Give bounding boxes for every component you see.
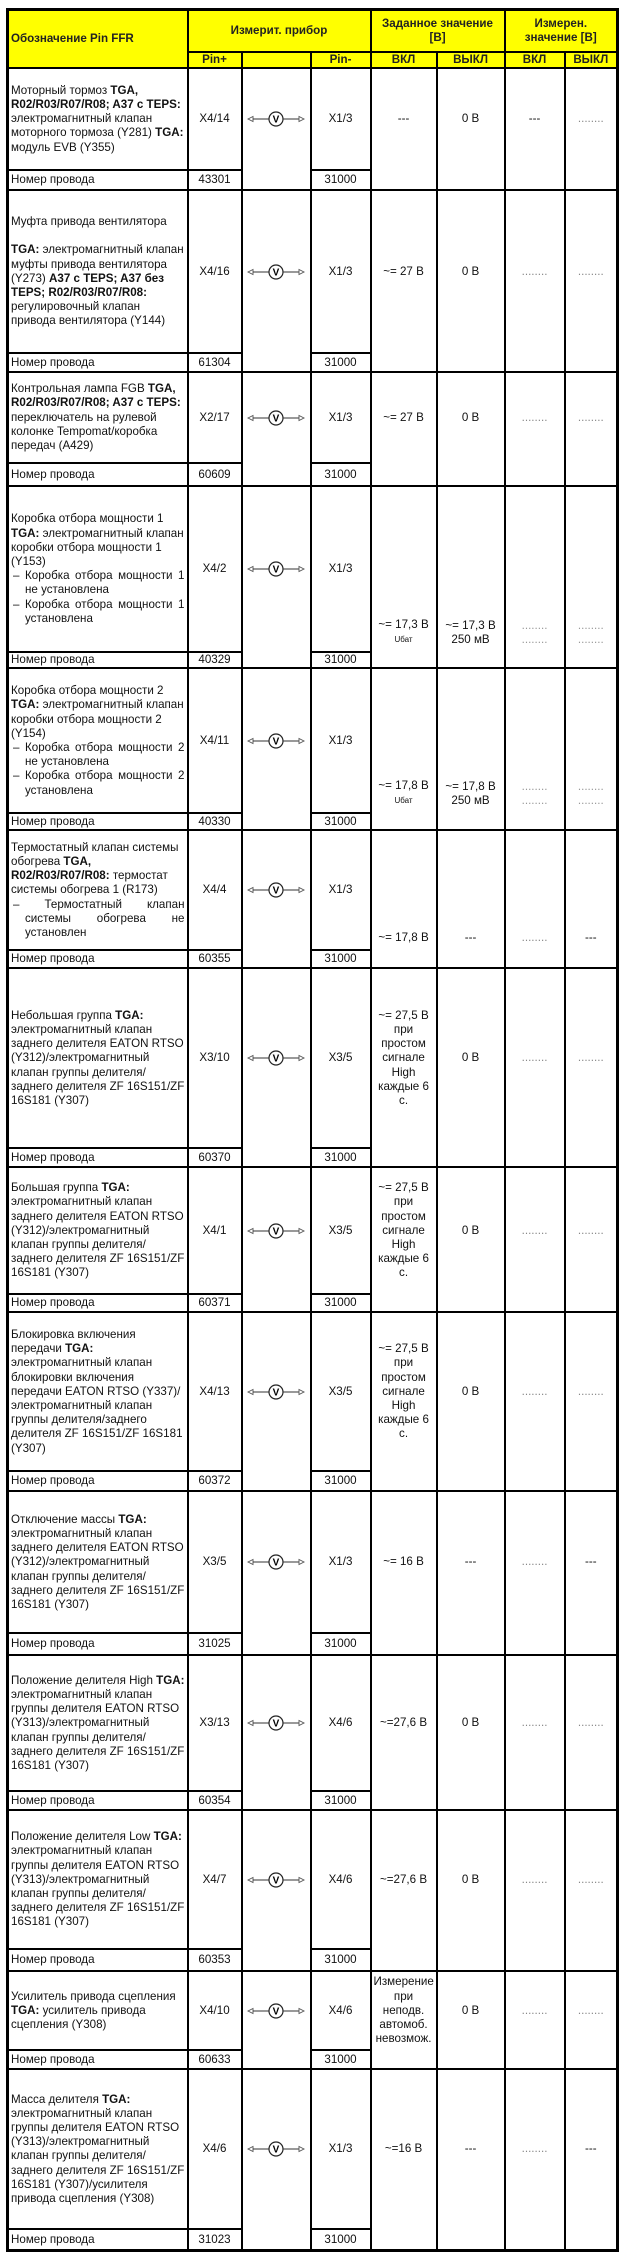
wire-number-label: Номер провода [8,950,188,968]
wire-minus: 31000 [311,652,371,668]
description-fragment: Коробка отбора мощности 2 [11,684,164,698]
table-row [8,1491,618,1633]
description-fragment: TGA: [11,698,40,712]
setpoint-on: ~=27,6 В [371,1655,437,1810]
description-fragment: TGA: [101,1181,130,1195]
pin-plus: X4/7 [188,1810,242,1949]
setpoint-off: 0 В [437,1655,505,1810]
table-row [8,372,618,463]
wire-plus: 60370 [188,1148,242,1167]
pin-minus: X4/6 [311,1971,371,2050]
pin-plus: X4/2 [188,486,242,652]
svg-text:V: V [272,1226,280,1238]
measured-on[interactable]: ........ [505,1971,565,2069]
header-pin-plus: Pin+ [188,52,242,68]
setpoint-on: ~= 17,3 В Uбат [371,486,437,668]
description-fragment: Положение делителя High [11,1673,157,1687]
description-fragment: Контрольная лампа FGB [11,382,148,396]
pin-minus: X1/3 [311,486,371,652]
description-fragment: Масса делителя [11,2092,103,2106]
measured-on[interactable]: ........ [505,190,565,372]
pin-description [8,190,188,353]
voltmeter-icon [246,410,306,426]
description-fragment: Блокировка включения передачи [11,1327,136,1356]
voltmeter-icon [246,111,306,127]
pin-plus: X4/1 [188,1167,242,1294]
setpoint-on: ~= 27,5 В при простом сигнале High каждые 6 с. [371,968,437,1167]
description-fragment: TGA, R02/R03/R07/R08; A37 с TEPS: [11,382,181,410]
measured-on[interactable]: ........ [505,1655,565,1810]
wire-plus: 61304 [188,353,242,372]
setpoint-off: --- [437,2069,505,2250]
table-row [8,190,618,353]
setpoint-off: 0 В [437,1810,505,1971]
wire-number-label: Номер провода [8,1949,188,1971]
wire-plus: 60354 [188,1791,242,1810]
description-fragment: Моторный тормоз [11,83,111,97]
setpoint-off: 0 В [437,1167,505,1312]
description-fragment: A37 с TEPS; A37 без TEPS; R02/R03/R07/R08: [11,271,164,299]
wire-number-label: Номер провода [8,1791,188,1810]
meter-cell [242,1167,311,1312]
voltmeter-icon [246,264,306,280]
header-set-off: ВЫКЛ [437,52,505,68]
description-fragment: TGA: [115,1008,144,1022]
description-fragment: TGA: [11,243,40,257]
svg-text:V: V [272,413,280,425]
svg-text:V: V [272,2144,280,2156]
setpoint-on: ~= 27,5 В при простом сигнале High каждые 6 с. [371,1167,437,1312]
setpoint-off: ~= 17,3 В 250 мВ [437,486,505,668]
svg-text:V: V [272,1718,280,1730]
description-bullet: – Термостатный клапан системы обогрева не установлен [13,897,185,939]
wire-number-label: Номер провода [8,170,188,190]
description-fragment: TGA, R02/R03/R07/R08; A37 с TEPS: [11,83,181,111]
meter-cell [242,190,311,372]
meter-cell [242,1971,311,2069]
setpoint-on: ~= 27,5 В при простом сигнале High каждые 6 с. [371,1312,437,1491]
measured-off[interactable]: ........ [565,1971,618,2069]
header-designation: Обозначение Pin FFR [8,10,188,69]
description-fragment: TGA: [65,1342,94,1356]
svg-text:V: V [272,885,280,897]
header-set-on: ВКЛ [371,52,437,68]
description-fragment: TGA, R02/R03/R07/R08: [11,854,110,883]
wire-minus: 31000 [311,1791,371,1810]
measured-off[interactable]: --- [565,2069,618,2250]
pin-description [8,68,188,170]
description-fragment: Положение делителя Low [11,1830,154,1844]
measured-on[interactable]: ........ [505,1491,565,1655]
pin-minus: X4/6 [311,1655,371,1791]
pin-plus: X3/5 [188,1491,242,1633]
wire-plus: 43301 [188,170,242,190]
measured-off[interactable]: ........ [565,1312,618,1491]
pin-description [8,968,188,1148]
setpoint-off: ~= 17,8 В 250 мВ [437,668,505,830]
pin-plus: X4/6 [188,2069,242,2229]
meter-cell [242,486,311,668]
description-fragment: Коробка отбора мощности 1 [11,512,164,526]
description-fragment: электромагнитный клапан группы делителя EATON RTSO (Y313)/электромагнитный клапан группы делителя/заднего делителя ZF 16S151/ZF 16S181 (Y307) [11,1844,185,1929]
description-fragment: модуль EVB (Y355) [11,140,115,154]
wire-plus: 31025 [188,1633,242,1655]
svg-text:V: V [272,1053,280,1065]
wire-number-label: Номер провода [8,813,188,830]
measured-off[interactable]: --- [565,830,618,968]
table-row [8,1167,618,1294]
setpoint-on: ~= 27 В [371,372,437,486]
description-fragment: Усилитель привода сцепления [11,1989,176,2003]
description-fragment: электромагнитный клапан муфты привода вентилятора (Y273) [11,243,184,285]
wire-number-label: Номер провода [8,1148,188,1167]
description-fragment: Термостатный клапан системы обогрева [11,840,179,868]
measured-on[interactable]: ........ ........ [505,486,565,668]
description-fragment: TGA: [118,1512,147,1526]
setpoint-on: --- [371,68,437,190]
measured-on[interactable]: ........ [505,2069,565,2250]
table-row [8,1810,618,1949]
wire-minus: 31000 [311,1471,371,1491]
wire-plus: 40329 [188,652,242,668]
wire-minus: 31000 [311,170,371,190]
wire-number-label: Номер провода [8,1471,188,1491]
setpoint-off: 0 В [437,372,505,486]
pin-plus: X3/13 [188,1655,242,1791]
setpoint-off: --- [437,1491,505,1655]
measured-off[interactable]: ........ [565,68,618,190]
measured-off[interactable]: --- [565,1491,618,1655]
voltmeter-icon [246,2141,306,2157]
description-fragment: регулировочный клапан привода вентилятора (Y144) [11,300,166,328]
pin-minus: X1/3 [311,2069,371,2229]
meter-cell [242,1312,311,1491]
wire-plus: 60371 [188,1294,242,1312]
wire-minus: 31000 [311,2050,371,2069]
pin-measurement-table [6,8,619,2252]
pin-minus: X1/3 [311,668,371,813]
description-fragment: TGA: [11,526,40,540]
pin-description [8,1971,188,2050]
voltmeter-icon [246,1384,306,1400]
description-fragment: электромагнитный клапан группы делителя EATON RTSO (Y313)/электромагнитный клапан группы делителя/заднего делителя ZF 16S151/ZF 16S181 (Y307)/усилителя привода сцепления (Y308) [11,2106,185,2206]
header-setpoint: Заданное значение [В] [371,10,505,53]
description-fragment: электромагнитный клапан коробки отбора мощности 2 (Y154) [11,698,184,740]
meter-cell [242,2069,311,2250]
wire-number-label: Номер провода [8,652,188,668]
description-fragment: электромагнитный клапан заднего делителя EATON RTSO (Y312)/электромагнитный клапан группы делителя/заднего делителя ZF 16S151/ZF 16S181 (Y307) [11,1195,185,1280]
description-fragment: Муфта привода вентилятора [11,214,167,228]
measured-on[interactable]: ........ [505,968,565,1167]
meter-cell [242,372,311,486]
voltmeter-icon [246,882,306,898]
measured-on[interactable]: ........ [505,372,565,486]
wire-minus: 31000 [311,2229,371,2250]
pin-plus: X4/13 [188,1312,242,1471]
setpoint-off: 0 В [437,1312,505,1491]
wire-plus: 60609 [188,463,242,486]
meter-cell [242,830,311,968]
wire-minus: 31000 [311,1148,371,1167]
description-fragment: электромагнитный клапан коробки отбора мощности 1 (Y153) [11,526,184,568]
description-fragment: электромагнитный клапан заднего делителя EATON RTSO (Y312)/электромагнитный клапан группы делителя/заднего делителя ZF 16S151/ZF 16S181 (Y307) [11,1022,185,1107]
measured-off[interactable]: ........ [565,968,618,1167]
description-fragment: переключатель на рулевой колонке Tempomat/коробка передач (A429) [11,410,158,452]
meter-cell [242,1655,311,1810]
wire-minus: 31000 [311,813,371,830]
pin-description [8,668,188,813]
wire-minus: 31000 [311,950,371,968]
wire-number-label: Номер провода [8,353,188,372]
meter-cell [242,68,311,190]
voltmeter-icon [246,1715,306,1731]
measured-on[interactable]: ........ ........ [505,668,565,830]
wire-minus: 31000 [311,1949,371,1971]
wire-plus: 60372 [188,1471,242,1491]
header-meas-off: ВЫКЛ [565,52,618,68]
description-bullet: – Коробка отбора мощности 2 установлена [13,769,185,797]
table-row [8,1655,618,1791]
description-fragment: электромагнитный клапан моторного тормоза (Y281) [11,112,156,140]
table-row [8,830,618,950]
description-fragment: электромагнитный клапан заднего делителя EATON RTSO (Y312)/электромагнитный клапан группы делителя/заднего делителя ZF 16S151/ZF 16S181 (Y307) [11,1526,185,1611]
description-fragment: Большая группа [11,1181,102,1195]
description-fragment: TGA: [102,2092,131,2106]
pin-plus: X2/17 [188,372,242,463]
voltmeter-icon [246,2003,306,2019]
pin-plus: X4/11 [188,668,242,813]
pin-description [8,1167,188,1294]
voltmeter-icon [246,733,306,749]
voltmeter-icon [246,1050,306,1066]
pin-description [8,2069,188,2229]
setpoint-on: ~= 16 В [371,1491,437,1655]
pin-plus: X4/4 [188,830,242,950]
measured-on[interactable]: ........ [505,1167,565,1312]
measured-off[interactable]: ........ [565,1810,618,1971]
table-row [8,968,618,1148]
voltmeter-icon [246,1554,306,1570]
header-meter-blank [242,52,311,68]
wire-number-label: Номер провода [8,2229,188,2250]
measured-off[interactable]: ........ [565,190,618,372]
pin-minus: X1/3 [311,1491,371,1633]
wire-plus: 60633 [188,2050,242,2069]
setpoint-on: ~= 17,8 В Uбат [371,668,437,830]
measured-off[interactable]: ........ ........ [565,486,618,668]
wire-minus: 31000 [311,1294,371,1312]
wire-plus: 40330 [188,813,242,830]
svg-text:V: V [272,1387,280,1399]
setpoint-off: 0 В [437,68,505,190]
setpoint-on: ~=27,6 В [371,1810,437,1971]
pin-description [8,372,188,463]
wire-plus: 60355 [188,950,242,968]
wire-number-label: Номер провода [8,1633,188,1655]
wire-minus: 31000 [311,1633,371,1655]
description-fragment: TGA: [153,1830,182,1844]
table-row [8,68,618,170]
pin-minus: X1/3 [311,190,371,353]
measured-off[interactable]: ........ ........ [565,668,618,830]
header-meas-on: ВКЛ [505,52,565,68]
description-fragment: TGA: [155,126,184,140]
setpoint-on: ~=16 В [371,2069,437,2250]
description-bullet: – Коробка отбора мощности 2 не установлена [13,740,185,769]
measured-on[interactable]: ........ [505,1810,565,1971]
header-measured: Измерен. значение [В] [505,10,618,53]
description-fragment: Отключение массы [11,1512,119,1526]
header-pin-minus: Pin- [311,52,371,68]
wire-plus: 31023 [188,2229,242,2250]
svg-text:V: V [272,564,280,576]
pin-minus: X3/5 [311,1167,371,1294]
pin-description [8,1312,188,1471]
pin-plus: X4/16 [188,190,242,353]
pin-description [8,1491,188,1633]
meter-cell [242,668,311,830]
measured-on[interactable]: ........ [505,830,565,968]
setpoint-on: ~= 17,8 В [371,830,437,968]
pin-minus: X1/3 [311,372,371,463]
table-row [8,1312,618,1471]
pin-description [8,1655,188,1791]
measured-on[interactable]: --- [505,68,565,190]
wire-minus: 31000 [311,353,371,372]
wire-number-label: Номер провода [8,1294,188,1312]
wire-plus: 60353 [188,1949,242,1971]
svg-text:V: V [272,1557,280,1569]
pin-minus: X1/3 [311,68,371,170]
setpoint-on: ~= 27 В [371,190,437,372]
measured-off[interactable]: ........ [565,1655,618,1810]
pin-plus: X3/10 [188,968,242,1148]
wire-minus: 31000 [311,463,371,486]
wire-number-label: Номер провода [8,463,188,486]
setpoint-off: 0 В [437,968,505,1167]
voltmeter-icon [246,1223,306,1239]
meter-cell [242,1491,311,1655]
measured-off[interactable]: ........ [565,372,618,486]
description-bullet: – Коробка отбора мощности 1 не установлена [13,569,185,597]
table-row [8,1971,618,2050]
meter-cell [242,1810,311,1971]
header-meter: Измерит. прибор [188,10,371,53]
setpoint-off: 0 В [437,1971,505,2069]
pin-plus: X4/14 [188,68,242,170]
wire-number-label: Номер провода [8,2050,188,2069]
description-fragment: электромагнитный клапан группы делителя EATON RTSO (Y313)/электромагнитный клапан группы делителя/заднего делителя ZF 16S151/ZF 16S181 (Y307) [11,1687,185,1772]
pin-description [8,486,188,652]
description-fragment: TGA: [11,2003,40,2017]
description-fragment: усилитель привода сцепления (Y308) [11,2003,146,2031]
table-body [8,68,618,2250]
setpoint-off: 0 В [437,190,505,372]
svg-text:V: V [272,2006,280,2018]
setpoint-on: Измерение при неподв. автомоб. невозмож. [371,1971,437,2069]
measured-on[interactable]: ........ [505,1312,565,1491]
voltmeter-icon [246,561,306,577]
measured-off[interactable]: ........ [565,1167,618,1312]
pin-minus: X3/5 [311,1312,371,1471]
svg-text:V: V [272,736,280,748]
svg-text:V: V [272,114,280,126]
svg-text:V: V [272,267,280,279]
description-bullet: – Коробка отбора мощности 1 установлена [13,597,185,625]
pin-minus: X4/6 [311,1810,371,1949]
pin-plus: X4/10 [188,1971,242,2050]
table-row [8,486,618,652]
svg-text:V: V [272,1875,280,1887]
description-fragment: электромагнитный клапан блокировки включения передачи EATON RTSO (Y337)/электромагнитный клапан группы делителя/заднего делителя ZF 16S151/ZF 16S181 (Y307) [11,1356,183,1455]
table-row [8,2069,618,2229]
description-fragment: TGA: [156,1673,185,1687]
setpoint-off: --- [437,830,505,968]
table-row [8,668,618,813]
pin-description [8,830,188,950]
meter-cell [242,968,311,1167]
pin-minus: X1/3 [311,830,371,950]
pin-minus: X3/5 [311,968,371,1148]
description-fragment: термостат системы обогрева 1 (R173) [11,869,168,897]
description-fragment: Небольшая группа [11,1008,116,1022]
voltmeter-icon [246,1872,306,1888]
pin-description [8,1810,188,1949]
